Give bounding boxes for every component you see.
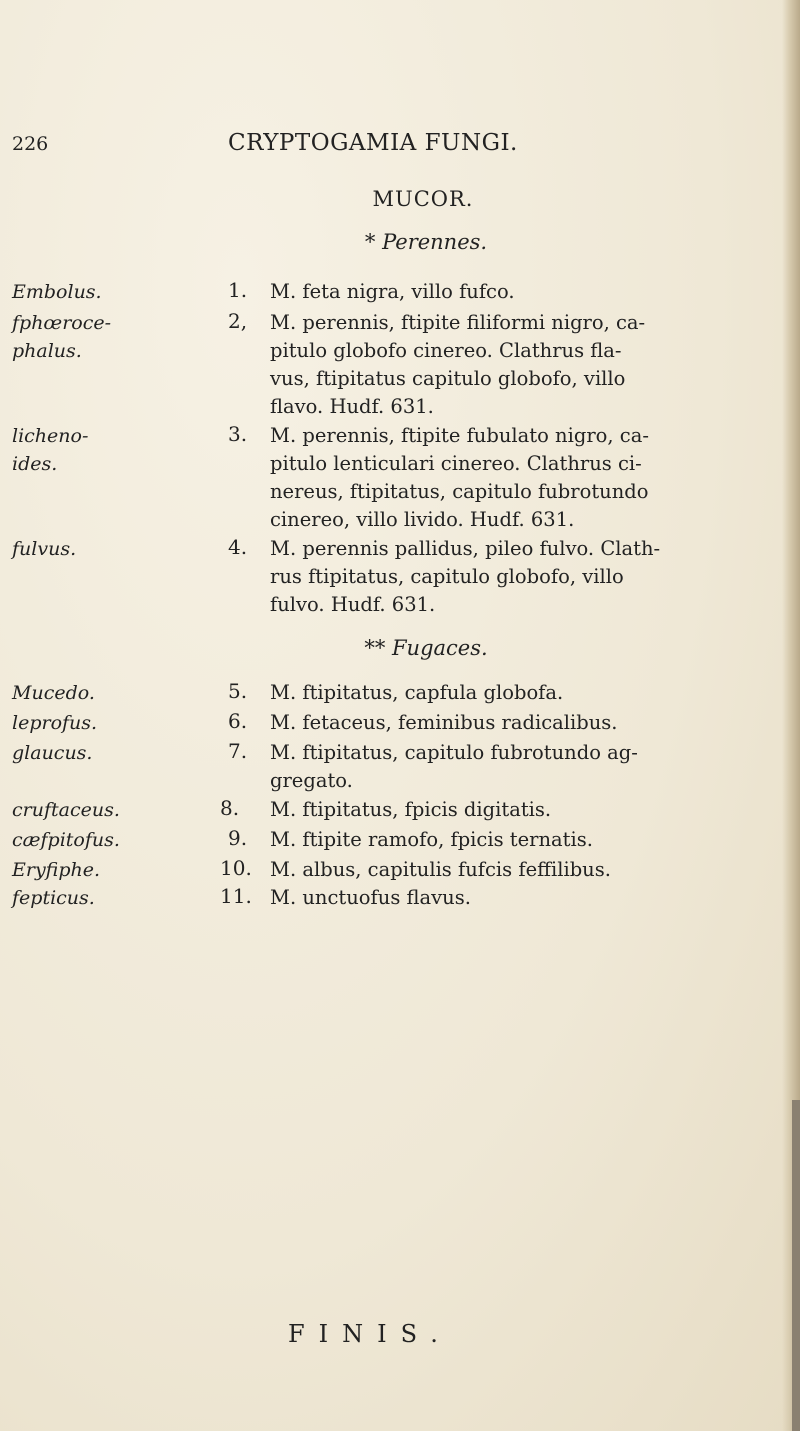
entry-line: M. ftipitatus, capitulo fubrotundo ag- [270,741,638,764]
margin-line: leprofus. [12,712,98,734]
margin-line: cruftaceus. [12,799,120,821]
page-edge-dark [792,1100,800,1431]
entry-text [270,826,720,854]
entry-line: M. ftipitatus, fpicis digitatis. [270,798,552,821]
entry-line: M. perennis, ftipite fubulato nigro, ca- [270,424,649,447]
entry-text [270,709,720,737]
entry-line: M. perennis, ftipite filiformi nigro, ca- [270,311,646,334]
genus-title: MUCOR. [372,187,474,211]
entry-number: 3. [228,422,248,446]
entry-text [270,422,720,534]
entry-line: M. feta nigra, villo fufco. [270,280,515,303]
entry-text [270,535,720,619]
entry-number: 11. [220,884,252,908]
margin-name [12,278,102,306]
margin-name [12,535,76,563]
section-perennes: * Perennes. [364,230,488,254]
margin-line: ides. [12,453,58,475]
margin-line: fulvus. [12,538,77,560]
margin-name [12,796,120,824]
entry-line: vus, ftipitatus capitulo globofo, villo [270,367,626,390]
margin-line: glaucus. [12,742,93,764]
entry-number: 10. [220,856,252,880]
running-head: CRYPTOGAMIA FUNGI. [228,130,518,156]
entry-text [270,278,720,306]
margin-name [12,422,88,478]
entry-number: 8. [220,796,240,820]
entry-number: 1. [228,278,248,302]
margin-name [12,856,100,884]
entry-text [270,739,720,795]
entry-number: 6. [228,709,248,733]
margin-line: fphœroce- [12,312,112,334]
entry-line: M. albus, capitulis fufcis feffilibus. [270,858,611,881]
entry-line: gregato. [270,769,353,792]
margin-line: fepticus. [12,887,95,909]
section-fugaces: ** Fugaces. [364,636,488,660]
entry-line: pitulo lenticulari cinereo. Clathrus ci- [270,452,642,475]
entry-line: cinereo, villo livido. Hudf. 631. [270,508,575,531]
margin-name [12,309,111,365]
entry-line: M. perennis pallidus, pileo fulvo. Clath- [270,537,661,560]
margin-line: cæfpitofus. [12,829,120,851]
margin-line: Mucedo. [12,682,95,704]
entry-line: M. unctuofus flavus. [270,886,471,909]
finis-text: FINIS. [288,1320,452,1348]
margin-name [12,884,95,912]
entry-text [270,679,720,707]
entry-number: 7. [228,739,248,763]
entry-text [270,884,720,912]
entry-text [270,856,720,884]
entry-line: nereus, ftipitatus, capitulo fubrotundo [270,480,649,503]
margin-line: licheno- [12,425,89,447]
margin-name [12,826,120,854]
margin-line: Eryfiphe. [12,859,101,881]
entry-line: flavo. Hudf. 631. [270,395,434,418]
entry-line: rus ftipitatus, capitulo globofo, villo [270,565,624,588]
margin-line: phalus. [12,340,82,362]
margin-name [12,679,95,707]
page-number: 226 [12,133,49,155]
entry-text [270,796,720,824]
margin-name [12,709,97,737]
entry-number: 4. [228,535,248,559]
entry-number: 5. [228,679,248,703]
entry-line: M. ftipite ramofo, fpicis ternatis. [270,828,593,851]
entry-line: pitulo globofo cinereo. Clathrus fla- [270,339,622,362]
entry-line: M. ftipitatus, capfula globofa. [270,681,564,704]
entry-line: fulvo. Hudf. 631. [270,593,436,616]
entry-text [270,309,720,421]
entry-number: 2, [228,309,248,333]
margin-name [12,739,92,767]
entry-line: M. fetaceus, feminibus radicalibus. [270,711,618,734]
margin-line: Embolus. [12,281,102,303]
entry-number: 9. [228,826,248,850]
